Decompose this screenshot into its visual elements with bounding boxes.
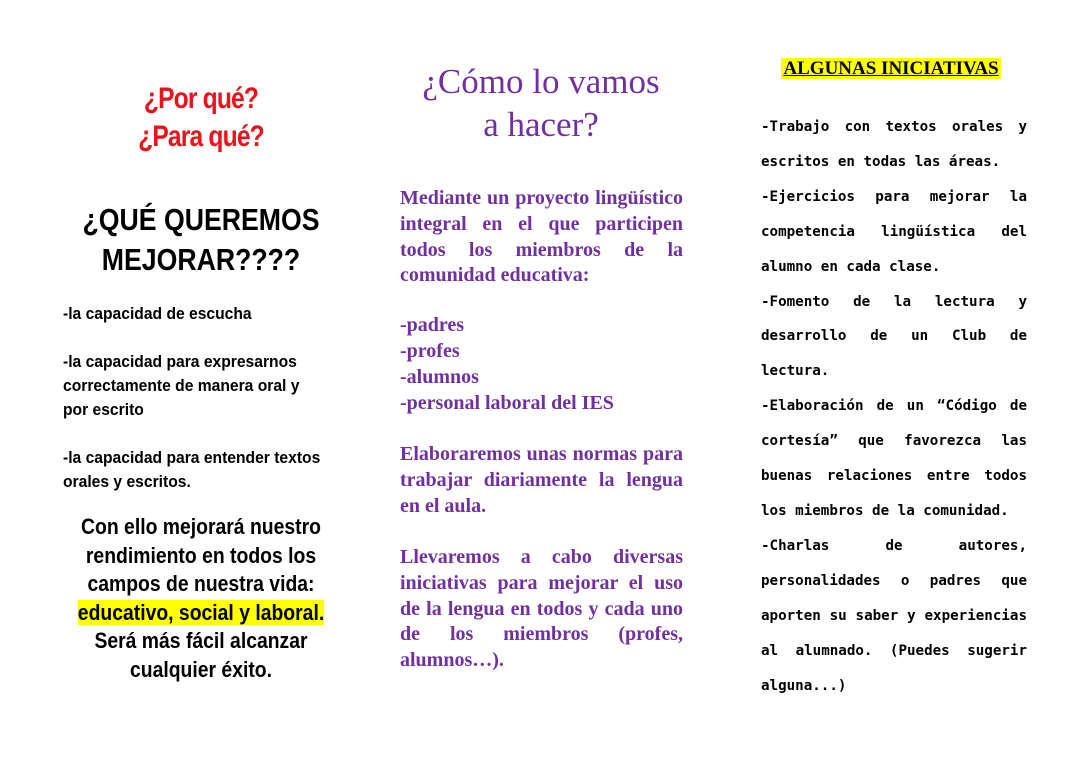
result-paragraph <box>73 513 330 684</box>
how-line-1: ¿Cómo lo vamos <box>422 62 660 101</box>
capacity-understanding: -la capacidad para entender textos orales y escritos. <box>63 448 321 491</box>
why-heading: ¿Por qué? <box>143 82 259 115</box>
list-item: -profes <box>400 340 460 362</box>
initiatives-list <box>761 110 1027 703</box>
list-item: -alumnos <box>400 366 479 388</box>
list-item: -Ejercicios para mejorar la competencia lingüística del alumno en cada clase. <box>761 188 1027 275</box>
norms-paragraph: Elaboraremos unas normas para trabajar diariamente la lengua en el aula. <box>400 443 683 517</box>
project-paragraph: Mediante un proyecto lingüístico integral en el que participen todos los miembros de la comunidad educativa: <box>400 187 683 287</box>
initiatives-paragraph: Llevaremos a cabo diversas iniciativas para mejorar el uso de la lengua en todos y cada uno de los miembros (profes, alumnos…). <box>400 546 683 672</box>
list-item: -Fomento de la lectura y desarrollo de un Club de lectura. <box>761 293 1027 380</box>
highlighted-fields: educativo, social y laboral. <box>77 599 325 625</box>
what-for-heading: ¿Para qué? <box>138 120 264 153</box>
result-line: Con ello mejorará nuestro <box>81 514 321 539</box>
column-how <box>395 0 687 764</box>
initiatives-title-text: ALGUNAS INICIATIVAS <box>783 58 999 79</box>
list-item: -Trabajo con textos orales y escritos en todas las áreas. <box>761 119 1027 170</box>
result-line: cualquier éxito. <box>129 656 273 682</box>
column-initiatives <box>755 0 1027 764</box>
list-item: -personal laboral del IES <box>400 392 614 414</box>
improve-line-2: MEJORAR???? <box>101 242 301 277</box>
improve-line-1: ¿QUÉ QUEREMOS <box>82 202 320 237</box>
improve-heading <box>75 200 326 280</box>
result-line: rendimiento en todos los <box>85 542 317 568</box>
result-line: campos de nuestra vida: <box>87 571 315 596</box>
capacity-listening: -la capacidad de escucha <box>63 304 252 323</box>
list-item: -Charlas de autores, personalidades o padres que aporten su saber y experiencias al alumnado. (Puedes sugerir alguna...) <box>761 537 1027 694</box>
list-item: -Elaboración de un “Código de cortesía” que favorezca las buenas relaciones entre todos los miembros de la comunidad. <box>761 398 1027 519</box>
how-heading <box>395 60 687 146</box>
result-line: Será más fácil alcanzar <box>94 628 308 653</box>
initiatives-title <box>755 58 1027 80</box>
capacity-expression: -la capacidad para expresarnos correctamente de manera oral y por escrito <box>63 352 300 419</box>
how-line-2: a hacer? <box>483 105 599 144</box>
column-why <box>55 0 347 764</box>
members-list <box>400 312 683 416</box>
list-item: -padres <box>400 314 465 336</box>
